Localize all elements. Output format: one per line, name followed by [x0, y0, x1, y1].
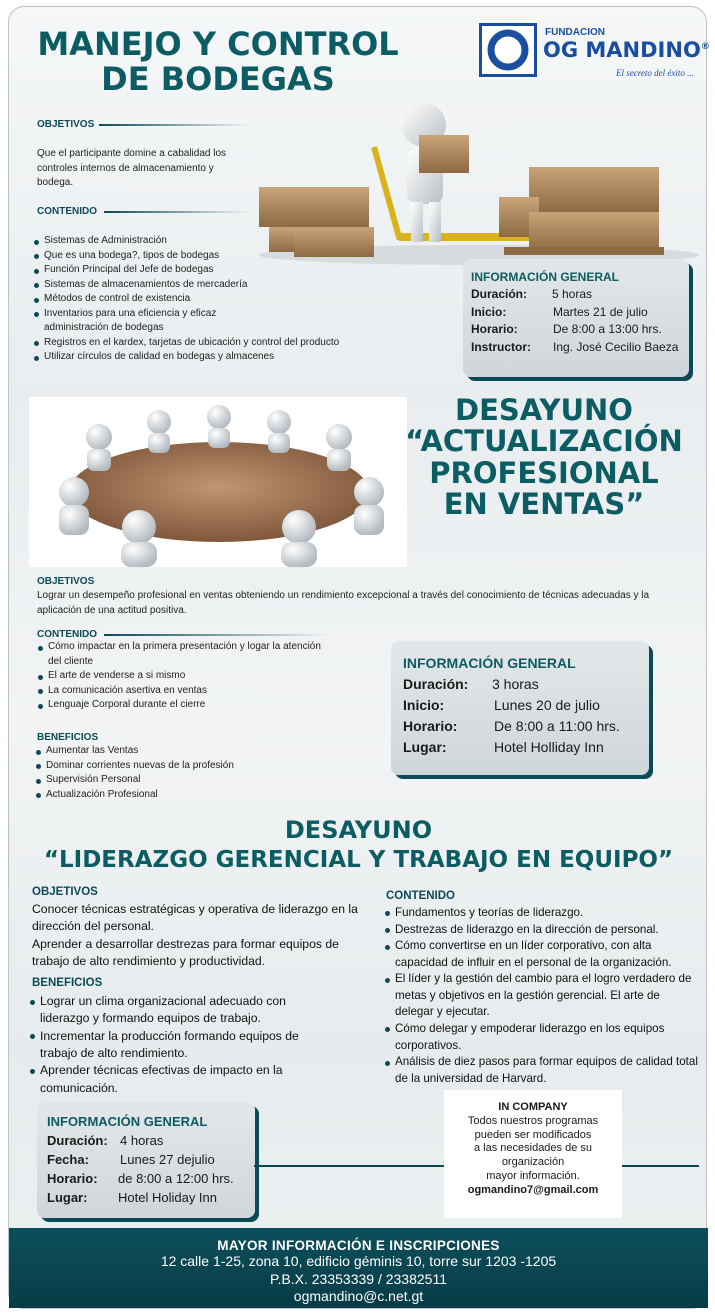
- course3-beneficios-list: [29, 993, 329, 1097]
- info-value: Lunes 27 dejulio: [120, 1152, 215, 1168]
- list-item: Métodos de control de existencia: [33, 292, 378, 307]
- list-item: Aprender técnicas efectivas de impacto en la comunicación.: [29, 1062, 329, 1097]
- info-key: Lugar:: [47, 1190, 88, 1206]
- info-row: [403, 674, 637, 695]
- in-company-line2: pueden ser modificados: [474, 1128, 592, 1141]
- course1-contenido-rule: [104, 211, 249, 213]
- info-value: 5 horas: [552, 287, 593, 302]
- course2-info-box: [391, 641, 649, 775]
- logo-tagline: El secreto del éxito ...: [616, 68, 694, 78]
- in-company-line1: Todos nuestros programas: [467, 1114, 599, 1127]
- course3-beneficios-label: BENEFICIOS: [32, 977, 103, 989]
- info-key: Horario:: [47, 1171, 98, 1187]
- course3-title: [9, 815, 708, 876]
- list-item: Fundamentos y teorías de liderazgo.: [384, 905, 699, 922]
- list-item: El líder y la gestión del cambio para el logro verdadero de metas y objetivos en la gestión gerencial. El arte de delegar y ejecutar.: [384, 971, 699, 1021]
- course2-title: [394, 395, 694, 520]
- logo-org-big: [543, 38, 710, 62]
- list-item: Cómo impactar en la primera presentación y logar la atención del cliente: [37, 640, 327, 669]
- course3-objetivos-text2: Aprender a desarrollar destrezas para formar equipos de trabajo de alto rendimiento y productividad.: [32, 937, 339, 969]
- info-value: de 8:00 a 12:00 hrs.: [118, 1171, 234, 1187]
- info-row: [471, 304, 681, 321]
- course1-contenido-list: [33, 234, 378, 365]
- course2-objetivos-text: Lograr un desempeño profesional en ventas obteniendo un rendimiento excepcional a través del conocimiento de técnicas adecuadas y la aplicación de una actitud positiva.: [37, 590, 650, 616]
- info-value: Hotel Holiday Inn: [118, 1190, 217, 1206]
- course1-objetivos-label: OBJETIVOS: [37, 119, 95, 130]
- info-row: [47, 1188, 245, 1207]
- info-value: De 8:00 a 13:00 hrs.: [553, 322, 662, 337]
- course2-objetivos-label: OBJETIVOS: [37, 576, 95, 587]
- list-item: La comunicación asertiva en ventas: [37, 684, 327, 699]
- footer-email[interactable]: ogmandino@c.net.gt: [293, 1288, 424, 1304]
- info-value: 3 horas: [492, 676, 539, 692]
- in-company-line3: a las necesidades de su: [473, 1142, 593, 1155]
- footer-title: MAYOR INFORMACIÓN E INSCRIPCIONES: [217, 1238, 500, 1253]
- list-item: Inventarios para una eficiencia y eficaz administración de bodegas: [33, 307, 248, 336]
- course1-title-line1: MANEJO Y CONTROL: [37, 25, 399, 63]
- info-key: Instructor:: [471, 339, 531, 354]
- course2-info-title: INFORMACIÓN GENERAL: [403, 655, 576, 671]
- list-item: Sistemas de Administración: [33, 234, 378, 249]
- info-key: Fecha:: [47, 1152, 89, 1168]
- info-row: [403, 716, 637, 737]
- list-item: Registros en el kardex, tarjetas de ubicación y control del producto: [33, 336, 378, 351]
- list-item: Dominar corrientes nuevas de la profesión: [35, 759, 325, 774]
- list-item: Análisis de diez pasos para formar equipos de calidad total de la universidad de Harvard.: [384, 1054, 699, 1087]
- info-row: [471, 286, 681, 303]
- in-company-line5: mayor información.: [486, 1169, 580, 1182]
- list-item: Lograr un clima organizacional adecuado con liderazgo y formando equipos de trabajo.: [29, 993, 329, 1028]
- list-item: Sistemas de almacenamientos de mercadería: [33, 278, 378, 293]
- list-item: Cómo delegar y empoderar liderazgo en los equipos corporativos.: [384, 1021, 699, 1054]
- course2-contenido-rule: [104, 634, 329, 636]
- in-company-rule-right: [619, 1165, 699, 1167]
- meeting-table-illustration: [29, 397, 407, 567]
- list-item: Incrementar la producción formando equipos de trabajo de alto rendimiento.: [29, 1028, 329, 1063]
- info-key: Inicio:: [471, 304, 507, 319]
- info-value: De 8:00 a 11:00 hrs.: [494, 718, 620, 734]
- course2-contenido-label: CONTENIDO: [37, 629, 97, 640]
- course2-beneficios-list: [35, 744, 325, 802]
- list-item: Utilizar círculos de calidad en bodegas y almacenes: [33, 350, 378, 365]
- course3-info-title: INFORMACIÓN GENERAL: [47, 1114, 208, 1129]
- info-row: [403, 737, 637, 758]
- course2-title-line3: PROFESIONAL: [429, 455, 659, 490]
- in-company-box: [444, 1090, 622, 1218]
- list-item: Aumentar las Ventas: [35, 744, 325, 759]
- info-value: 4 horas: [120, 1133, 164, 1149]
- info-key: Horario:: [471, 322, 518, 337]
- course1-info-box: [463, 259, 689, 377]
- logo: [479, 23, 710, 91]
- logo-org-small: FUNDACION: [545, 27, 605, 38]
- footer-phone: P.B.X. 23353339 / 23382511: [270, 1270, 447, 1287]
- flyer: [8, 6, 710, 1309]
- course3-contenido-label: CONTENIDO: [386, 890, 455, 902]
- course1-contenido-label: CONTENIDO: [37, 206, 97, 217]
- list-item: Destrezas de liderazgo en la dirección de personal.: [384, 922, 699, 939]
- in-company-email[interactable]: ogmandino7@gmail.com: [467, 1183, 599, 1196]
- course1-objetivos-text: Que el participante domine a cabalidad los controles internos de almacenamiento y bodega.: [37, 148, 227, 188]
- info-value: Lunes 20 de julio: [494, 697, 600, 713]
- course3-contenido-list: [384, 905, 699, 1087]
- info-row: [47, 1131, 245, 1150]
- meeting-table-illustration-svg: [29, 397, 407, 567]
- list-item: Supervisión Personal: [35, 773, 325, 788]
- info-key: Duración:: [47, 1133, 108, 1149]
- info-row: [471, 321, 681, 338]
- course3-title-line2: “LIDERAZGO GERENCIAL Y TRABAJO EN EQUIPO”: [43, 847, 674, 874]
- info-row: [47, 1150, 245, 1169]
- course2-contenido-list: [37, 640, 327, 713]
- info-value: Martes 21 de julio: [553, 304, 648, 319]
- course1-title: [23, 27, 413, 96]
- course2-title-line4: EN VENTAS”: [443, 486, 645, 521]
- logo-registered: ®: [700, 42, 710, 52]
- course1-objetivos-rule: [99, 124, 249, 126]
- footer: [9, 1228, 708, 1308]
- info-key: Horario:: [403, 718, 458, 734]
- info-row: [403, 695, 637, 716]
- course3-title-line1: DESAYUNO: [284, 816, 433, 844]
- course1-info-title: INFORMACIÓN GENERAL: [471, 270, 619, 284]
- course1-title-line2: DE BODEGAS: [101, 59, 335, 98]
- info-value: Hotel Holliday Inn: [494, 739, 604, 755]
- list-item: Actualización Profesional: [35, 788, 325, 803]
- list-item: Lenguaje Corporal durante el cierre: [37, 698, 327, 713]
- course2-beneficios-label: BENEFICIOS: [37, 732, 99, 743]
- list-item: Cómo convertirse en un líder corporativo, con alta capacidad de influir en el personal de la organización.: [384, 938, 699, 971]
- info-key: Duración:: [471, 287, 528, 302]
- info-key: Inicio:: [403, 697, 445, 713]
- course2-title-line1: DESAYUNO: [455, 393, 633, 427]
- in-company-rule-left: [254, 1165, 444, 1167]
- info-key: Duración:: [403, 676, 469, 692]
- info-row: [47, 1169, 245, 1188]
- course3-objetivos-label: OBJETIVOS: [32, 886, 98, 898]
- in-company-line4: organización: [501, 1156, 565, 1168]
- course3-objetivos-text1: Conocer técnicas estratégicas y operativa de liderazgo en la dirección del personal.: [32, 902, 358, 934]
- list-item: Que es una bodega?, tipos de bodegas: [33, 249, 378, 264]
- list-item: Función Principal del Jefe de bodegas: [33, 263, 378, 278]
- info-row: [471, 339, 681, 356]
- in-company-title: IN COMPANY: [498, 1101, 568, 1113]
- info-value: Ing. José Cecilio Baeza: [553, 339, 679, 354]
- logo-mark-icon: [479, 23, 537, 77]
- logo-org-name: OG MANDINO: [543, 38, 701, 62]
- info-key: Lugar:: [403, 739, 447, 755]
- list-item: El arte de venderse a si mismo: [37, 669, 327, 684]
- course2-title-line2: “ACTUALIZACIÓN: [405, 424, 683, 459]
- course3-info-box: [37, 1102, 255, 1218]
- footer-address: 12 calle 1-25, zona 10, edificio géminis 10, torre sur 1203 -1205: [160, 1253, 557, 1269]
